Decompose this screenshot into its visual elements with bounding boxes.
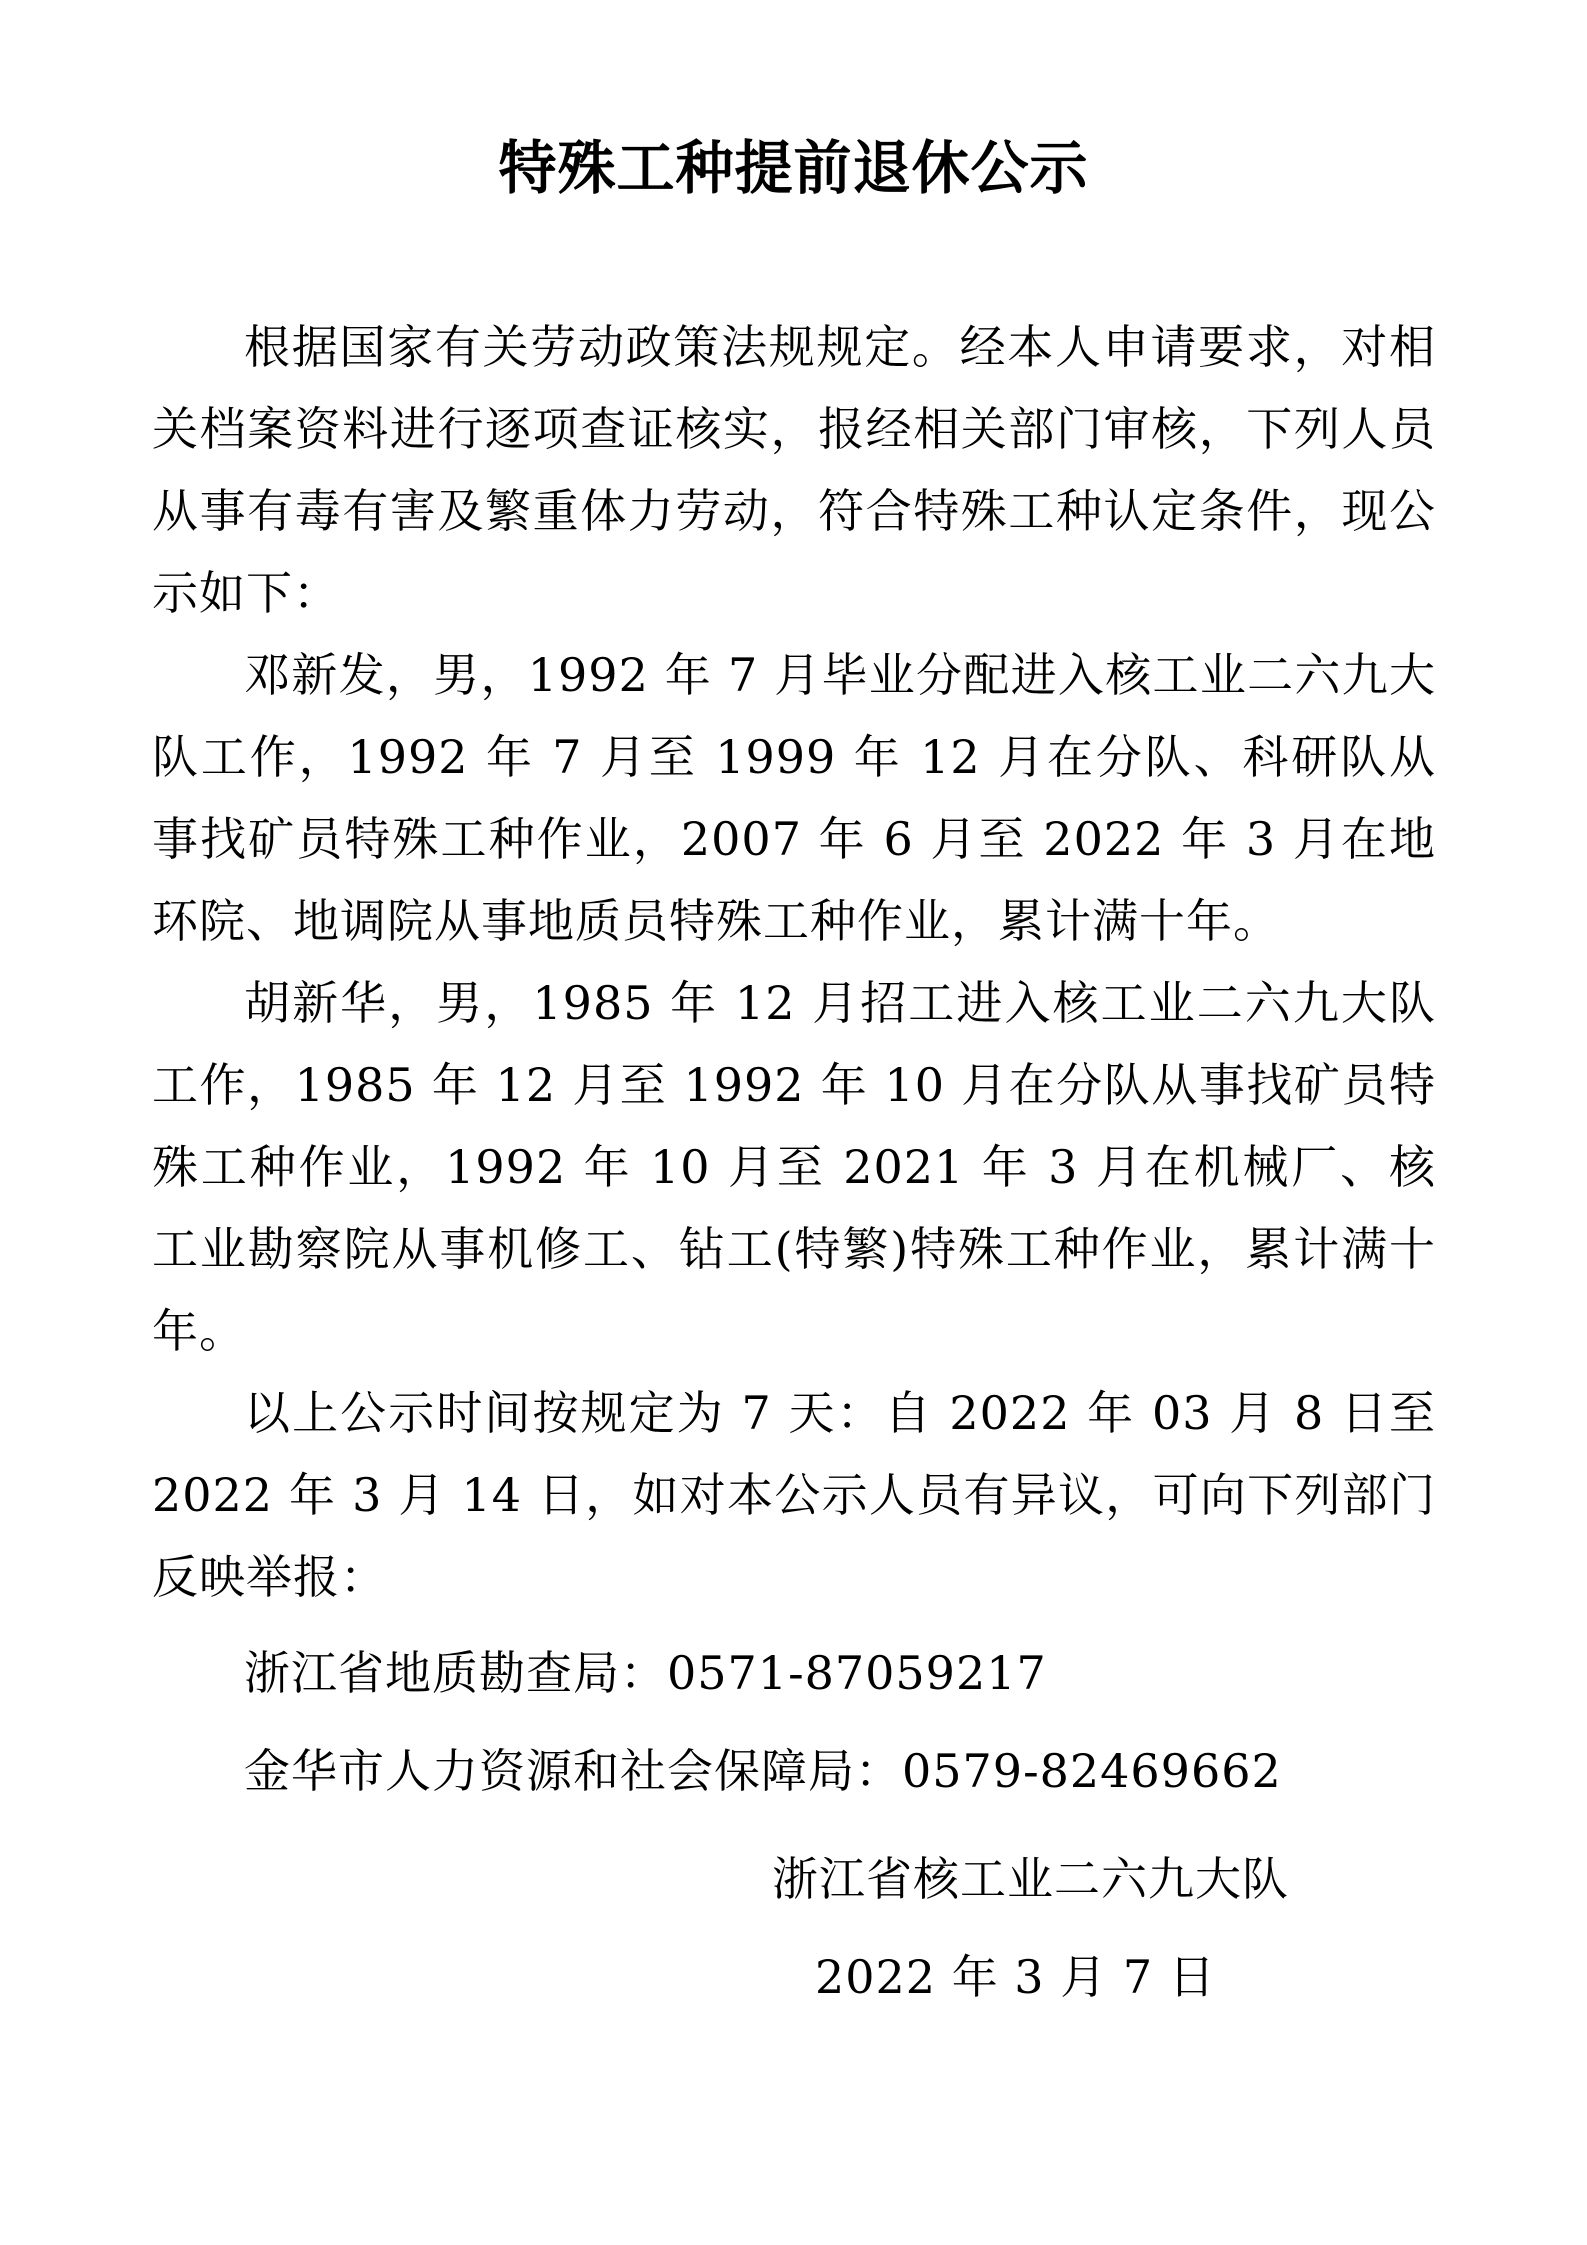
contact-jinhua-hr-bureau: 金华市人力资源和社会保障局：0579-82469662 xyxy=(244,1744,1282,1798)
intro-paragraph: 根据国家有关劳动政策法规规定。经本人申请要求，对相关档案资料进行逐项查证核实，报经相关部门审核，下列人员从事有毒有害及繁重体力劳动，符合特殊工种认定条件，现公示如下： xyxy=(152,320,1436,620)
notice-title: 特殊工种提前退休公示 xyxy=(498,134,1089,202)
signature-date: 2022 年 3 月 7 日 xyxy=(815,1950,1216,2004)
notice-period-paragraph: 以上公示时间按规定为 7 天：自 2022 年 03 月 8 日至 2022 年 3 月 14 日，如对本公示人员有异议，可向下列部门反映举报： xyxy=(152,1386,1437,1604)
notice-body xyxy=(152,306,1436,1812)
person-paragraph-hu: 胡新华，男，1985 年 12 月招工进入核工业二六九大队工作，1985 年 12 月至 1992 年 10 月在分队从事找矿员特殊工种作业，1992 年 10 月至 2021 年 3 月在机械厂、核工业勘察院从事机修工、钻工(特繁)特殊工种作业，累计满十年。 xyxy=(152,976,1436,1358)
person-paragraph-deng: 邓新发，男，1992 年 7 月毕业分配进入核工业二六九大队工作，1992 年 7 月至 1999 年 12 月在分队、科研队从事找矿员特殊工种作业，2007 年 6 月至 2022 年 3 月在地环院、地调院从事地质员特殊工种作业，累计满十年。 xyxy=(152,648,1436,948)
contact-zhejiang-geology-bureau: 浙江省地质勘查局：0571-87059217 xyxy=(244,1646,1047,1700)
signature-organization: 浙江省核工业二六九大队 xyxy=(772,1852,1289,1906)
